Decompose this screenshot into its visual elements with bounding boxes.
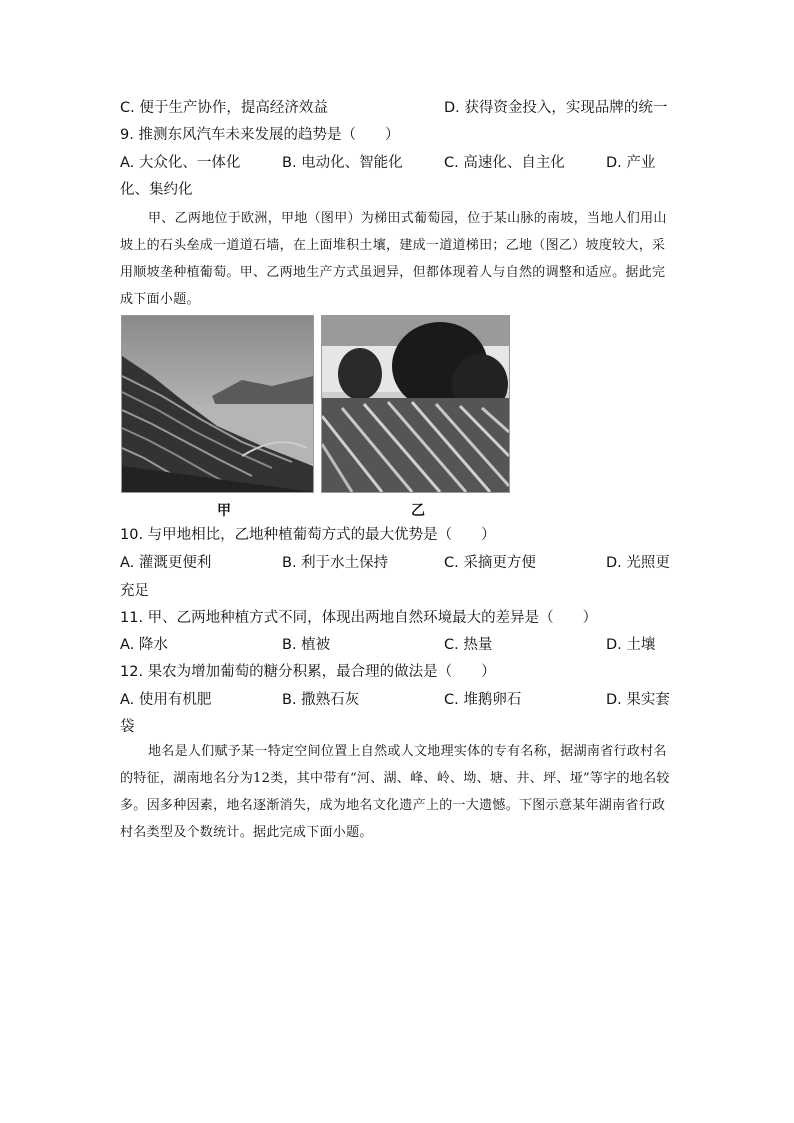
terraced-vineyard-image — [122, 316, 313, 492]
q10-option-c: C. 采摘更方便 — [444, 555, 536, 571]
q9-option-d: D. 产业 — [606, 155, 656, 171]
q11-option-d: D. 土壤 — [606, 637, 656, 653]
q8-option-d: D. 获得资金投入，实现品牌的统一 — [444, 100, 668, 116]
q9-option-b: B. 电动化、智能化 — [282, 155, 403, 171]
q9-stem: 9. 推测东风汽车未来发展的趋势是（ ） — [120, 127, 400, 143]
q10-options-row — [120, 551, 680, 573]
figure-caption-jia: 甲 — [217, 503, 231, 519]
passage-vineyards — [120, 205, 675, 313]
q8-options-row — [120, 96, 680, 118]
q12-option-d: D. 果实套 — [606, 692, 670, 708]
q12-stem: 12. 果农为增加葡萄的糖分积累，最合理的做法是（ ） — [120, 664, 496, 680]
q10-option-b: B. 利于水土保持 — [282, 555, 389, 571]
q9-options-row — [120, 151, 680, 173]
q8-option-c: C. 便于生产协作，提高经济效益 — [120, 100, 328, 116]
figure-caption-yi: 乙 — [411, 503, 425, 519]
q9-option-c: C. 高速化、自主化 — [444, 155, 565, 171]
q11-stem: 11. 甲、乙两地种植方式不同，体现出两地自然环境最大的差异是（ ） — [120, 610, 598, 626]
q10-option-d: D. 光照更 — [606, 555, 670, 571]
photo-jia-terraced-vineyard — [121, 315, 314, 493]
q11-options-row — [120, 633, 680, 655]
slope-vineyard-image — [322, 316, 509, 492]
passage-place-names-text: 地名是人们赋予某一特定空间位置上自然或人文地理实体的专有名称，据湖南省行政村名的特征，湖南地名分为12类，其中带有“河、湖、峰、岭、坳、塘、井、坪、垭”等字的地名较多。因多种因素，地名逐渐消失，成为地名文化遗产上的一大遗憾。下图示意某年湖南省行政村名类型及个数统计。据此完成下面小题。 — [120, 744, 670, 840]
passage-place-names — [120, 738, 675, 846]
q11-option-c: C. 热量 — [444, 637, 493, 653]
q10-stem: 10. 与甲地相比，乙地种植葡萄方式的最大优势是（ ） — [120, 527, 496, 543]
q9-option-a: A. 大众化、一体化 — [120, 155, 241, 171]
q9-option-d-continued: 化、集约化 — [120, 182, 193, 198]
q11-option-a: A. 降水 — [120, 637, 168, 653]
q10-option-a: A. 灌溉更便利 — [120, 555, 212, 571]
passage-vineyards-text: 甲、乙两地位于欧洲，甲地（图甲）为梯田式葡萄园，位于某山脉的南坡，当地人们用山坡上的石头垒成一道道石墙，在上面堆积土壤，建成一道道梯田；乙地（图乙）坡度较大，采用顺坡垄种植葡萄。甲、乙两地生产方式虽迥异，但都体现着人与自然的调整和适应。据此完成下面小题。 — [120, 211, 667, 307]
q12-option-b: B. 撒熟石灰 — [282, 692, 360, 708]
q11-option-b: B. 植被 — [282, 637, 331, 653]
q10-option-d-continued: 充足 — [120, 583, 149, 599]
q12-options-row — [120, 688, 680, 710]
q12-option-c: C. 堆鹅卵石 — [444, 692, 522, 708]
photo-yi-slope-vineyard — [321, 315, 510, 493]
q12-option-d-continued: 袋 — [120, 719, 135, 735]
q12-option-a: A. 使用有机肥 — [120, 692, 212, 708]
